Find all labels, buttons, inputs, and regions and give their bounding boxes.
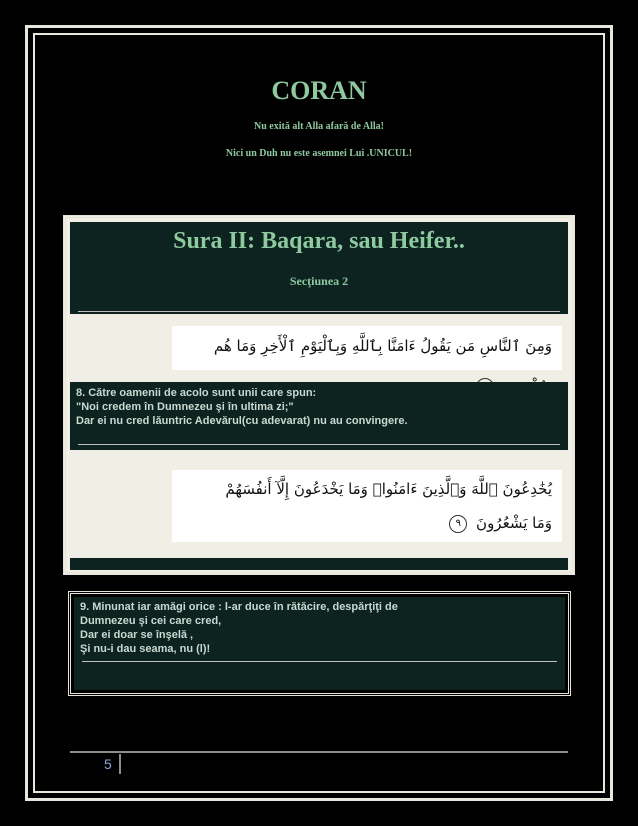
verse-9-line-4: Şi nu-i dau seama, nu (l)! xyxy=(80,643,211,655)
verse-9-box xyxy=(68,591,571,696)
divider xyxy=(78,444,560,445)
sura-title: Sura II: Baqara, sau Heifer.. xyxy=(173,228,465,254)
arabic-verse-9 xyxy=(172,470,562,542)
ayah-marker-9: ٩ xyxy=(449,515,467,533)
arabic-verse-8-text: وَمِنَ ٱلنَّاسِ مَن يَقُولُ ءَامَنَّا بِٱللَّهِ وَبِٱلْيَوْمِ ٱلْأَخِرِ وَمَا هُم xyxy=(213,337,552,355)
verse-9-line-1: 9. Minunat iar amăgi orice : l-ar duce în rătăcire, despărţiţi de xyxy=(80,601,398,613)
section-subtitle: Secţiunea 2 xyxy=(289,274,349,288)
verse-9-translation xyxy=(74,597,565,690)
page-number-separator xyxy=(119,754,121,774)
verse-9-line-2: Dumnezeu şi cei care cred, xyxy=(80,615,222,627)
arabic-verse-8 xyxy=(172,326,562,370)
verse-8-line-2: "Noi credem în Dumnezeu şi în ultima zi;" xyxy=(76,401,294,413)
verse-8-translation xyxy=(70,382,568,450)
sura-box-footer-band xyxy=(70,558,568,570)
arabic-verse-9-line-1: يُخَٰدِعُونَ ٱللَّهَ وَٱلَّذِينَ ءَامَنُوا۟ وَمَا يَخْدَعُونَ إِلَّآ أَنفُسَهُمْ xyxy=(225,480,552,498)
header-line-2: Nici un Duh nu este asemnei Lui .UNICUL! xyxy=(225,148,413,159)
verse-8-line-1: 8. Către oamenii de acolo sunt unii care spun: xyxy=(76,387,317,399)
verse-8-line-3: Dar ei nu cred lăuntric Adevărul(cu adevarat) nu au convingere. xyxy=(76,415,408,427)
verse-9-line-3: Dar ei doar se înşelă , xyxy=(80,629,194,641)
arabic-verse-9-line-2-text: وَمَا يَشْعُرُونَ xyxy=(476,514,552,532)
divider xyxy=(82,661,557,662)
header-line-1: Nu exită alt Alla afară de Alla! xyxy=(254,121,384,132)
sura-box xyxy=(63,215,575,575)
page-number: 5 xyxy=(104,756,112,772)
divider xyxy=(78,311,560,312)
document-title: CORAN xyxy=(271,76,367,105)
footer-rule xyxy=(70,751,568,753)
arabic-verse-9-line-2 xyxy=(182,506,552,540)
sura-header xyxy=(70,222,568,314)
